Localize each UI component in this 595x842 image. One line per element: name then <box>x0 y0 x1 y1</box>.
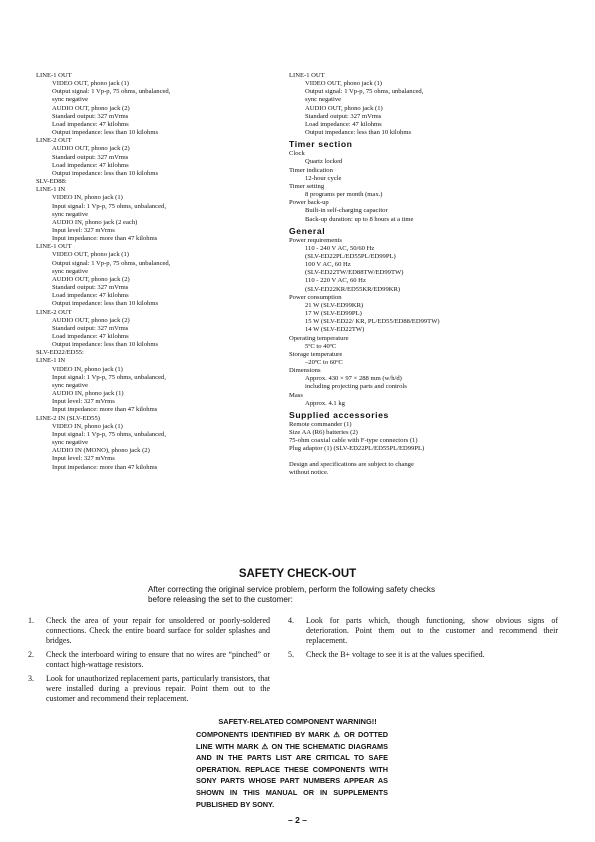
spec-line: Design and specifications are subject to change <box>289 460 414 468</box>
spec-line: LINE-1 OUT <box>289 72 325 79</box>
spec-line: Input impedance: more than 47 kilohms <box>52 235 158 243</box>
spec-line: sync negative <box>52 210 89 218</box>
spec-line: Output impedance: less than 10 kilohms <box>52 300 159 308</box>
spec-column-left <box>36 72 276 472</box>
safety-check-text: Look for unauthorized replacement parts, particularly transistors, that were installed during a previous repair. Point them out to the customer and recommend their replacement. <box>46 674 270 703</box>
spec-line: 21 W (SLV-ED99KR) <box>305 301 364 309</box>
safety-checks-right <box>288 616 558 664</box>
safety-check-item <box>288 616 558 646</box>
spec-line: Power requirements <box>289 236 342 244</box>
spec-line: AUDIO OUT, phono jack (1) <box>305 104 383 112</box>
spec-line: Standard output: 327 mVrms <box>52 284 129 292</box>
safety-checkout-title: SAFETY CHECK-OUT <box>238 568 357 580</box>
page-number: – 2 – <box>288 815 307 825</box>
spec-line: Clock <box>289 150 305 158</box>
spec-line: VIDEO IN, phono jack (1) <box>52 365 123 373</box>
spec-line: LINE-2 IN (SLV-ED55) <box>36 414 100 422</box>
spec-line: (SLV-ED22PL/ED55PL/ED99PL) <box>305 252 396 260</box>
spec-line: without notice. <box>289 468 329 476</box>
spec-line: including projecting parts and controls <box>305 383 407 391</box>
spec-line: sync negative <box>305 96 342 104</box>
spec-line: (SLV-ED22TW/ED88TW/ED99TW) <box>305 269 404 277</box>
spec-line: –20ºC to 60ºC <box>305 359 343 366</box>
spec-line: Load impedance: 47 kilohms <box>52 161 129 169</box>
spec-line: Load impedance: 47 kilohms <box>52 292 129 300</box>
safety-check-text: Check the B+ voltage to see it is at the values specified. <box>306 650 485 659</box>
spec-line: Input level: 327 mVrms <box>52 398 115 406</box>
spec-line: Load impedance: 47 kilohms <box>52 120 129 128</box>
safety-checks-left <box>28 616 270 708</box>
spec-line: 14 W (SLV-ED22TW) <box>305 326 365 334</box>
spec-line: 8 programs per month (max.) <box>305 191 383 199</box>
safety-check-text: Check the area of your repair for unsoldered or poorly-soldered connections. Check the entire board surface for solder splashes and bridges. <box>46 616 270 645</box>
spec-line: Output signal: 1 Vp-p, 75 ohms, unbalanced, <box>52 88 171 96</box>
spec-line: Output impedance: less than 10 kilohms <box>52 169 159 177</box>
spec-line: Input signal: 1 Vp-p, 75 ohms, unbalanced, <box>52 373 166 381</box>
spec-line: Input signal: 1 Vp-p, 75 ohms, unbalanced, <box>52 430 166 438</box>
spacer <box>289 454 564 461</box>
spec-line: Output impedance: less than 10 kilohms <box>52 129 159 137</box>
spec-line: Operating temperature <box>289 334 349 342</box>
spec-line: AUDIO OUT, phono jack (2) <box>52 275 130 283</box>
spec-line: AUDIO IN, phono jack (2 each) <box>52 218 138 226</box>
spec-line: Timer indication <box>289 166 333 174</box>
spec-line: sync negative <box>52 439 89 447</box>
spec-line: Remote commander (1) <box>289 420 352 428</box>
spec-line: Power back-up <box>289 199 329 207</box>
spec-line: Power consumption <box>289 293 342 301</box>
spec-line: AUDIO OUT, phono jack (2) <box>52 104 130 112</box>
spec-line: 110 - 220 V AC, 60 Hz <box>305 277 366 285</box>
safety-check-number: 1. <box>28 616 34 625</box>
spec-line: Load impedance: 47 kilohms <box>52 333 129 340</box>
safety-check-item <box>28 650 270 670</box>
spec-line: Input level: 327 mVrms <box>52 226 115 234</box>
spec-line: Standard output: 327 mVrms <box>52 112 129 120</box>
spec-line: Dimensions <box>289 367 321 375</box>
spec-line: 110 - 240 V AC, 50/60 Hz <box>305 244 375 252</box>
safety-check-item <box>28 616 270 646</box>
spec-line: Approx. 4.1 kg <box>305 399 345 407</box>
spec-line: Plug adaptor (1) (SLV-ED22PL/ED55PL/ED99PL) <box>289 445 425 453</box>
spec-line: LINE-1 IN <box>36 357 66 365</box>
safety-check-number: 3. <box>28 674 34 683</box>
spec-line: sync negative <box>52 96 89 104</box>
spec-line: Size AA (R6) batteries (2) <box>289 429 358 437</box>
component-warning-body: COMPONENTS IDENTIFIED BY MARK ⚠ OR DOTTED LINE WITH MARK ⚠ ON THE SCHEMATIC DIAGRAMS AND IN THE PARTS LIST ARE CRITICAL TO SAFE OPERATION. REPLACE THESE COMPONENTS WITH SONY PARTS WHOSE PART NUMBERS APPEAR AS SHOWN IN THIS MANUAL OR IN SUPPLEMENTS PUBLISHED BY SONY. <box>196 730 388 809</box>
spec-line: Output signal: 1 Vp-p, 75 ohms, unbalanced, <box>52 259 171 267</box>
safety-check-text: Check the interboard wiring to ensure that no wires are “pinched” or contact high-wattage resistors. <box>46 650 270 669</box>
safety-check-item <box>28 674 270 704</box>
spec-line: VIDEO OUT, phono jack (1) <box>52 80 129 88</box>
spec-line: Input signal: 1 Vp-p, 75 ohms, unbalanced, <box>52 202 166 210</box>
spec-line: AUDIO OUT, phono jack (2) <box>52 316 130 324</box>
spec-line: 15 W (SLV-ED22/ KR, PL/ED55/ED88/ED99TW) <box>305 318 440 326</box>
safety-check-text: Look for parts which, though functioning, show obvious signs of deterioration. Point them out to the customer and recommend their replacement. <box>306 616 558 645</box>
spec-line: Approx. 430 × 97 × 288 mm (w/h/d) <box>305 375 402 383</box>
spec-line: AUDIO IN (MONO), phono jack (2) <box>52 447 150 455</box>
spec-line: Quartz locked <box>305 158 343 166</box>
spec-line: Input impedance: more than 47 kilohms <box>52 463 158 471</box>
spec-line: VIDEO IN, phono jack (1) <box>52 422 123 430</box>
spec-line: VIDEO OUT, phono jack (1) <box>52 251 129 259</box>
spec-line: VIDEO OUT, phono jack (1) <box>305 80 382 88</box>
safety-checkout-intro: After correcting the original service problem, perform the following safety checks before releasing the set to the customer: <box>148 585 436 604</box>
spec-line: Input impedance: more than 47 kilohms <box>52 406 158 414</box>
spec-line: 100 V AC, 60 Hz <box>305 261 351 269</box>
spec-line: 12-hour cycle <box>305 174 342 182</box>
spec-line: LINE-1 OUT <box>36 72 72 79</box>
section-heading: General <box>289 225 326 236</box>
spec-line: LINE-2 OUT <box>36 137 72 145</box>
spec-line: 75-ohm coaxial cable with F-type connectors (1) <box>289 437 418 445</box>
section-heading: Timer section <box>289 139 353 150</box>
safety-check-item <box>288 650 558 660</box>
spec-column-right <box>289 72 564 477</box>
spec-line: Storage temperature <box>289 350 343 358</box>
spec-line: Back-up duration: up to 8 hours at a time <box>305 215 414 223</box>
spec-line: SLV-ED88: <box>36 178 67 186</box>
spec-line: Output impedance: less than 10 kilohms <box>305 129 412 137</box>
safety-check-number: 5. <box>288 650 294 659</box>
spec-line: AUDIO IN, phono jack (1) <box>52 390 124 398</box>
spec-line: LINE-2 OUT <box>36 308 72 316</box>
component-warning-title: SAFETY-RELATED COMPONENT WARNING!! <box>218 717 377 726</box>
section-heading: Supplied accessories <box>289 409 389 420</box>
spec-line: AUDIO OUT, phono jack (2) <box>52 145 130 153</box>
spec-line: Built-in self-charging capacitor <box>305 207 388 215</box>
spec-line: Standard output: 327 mVrms <box>305 112 382 120</box>
spec-line: sync negative <box>52 381 89 389</box>
spec-line: Standard output: 327 mVrms <box>52 153 129 161</box>
spec-line: 5ºC to 40ºC <box>305 342 337 350</box>
spec-line: Load impedance: 47 kilohms <box>305 120 382 128</box>
safety-check-number: 4. <box>288 616 294 625</box>
spec-line: Mass <box>289 391 303 399</box>
spec-line: SLV-ED22/ED55: <box>36 349 84 357</box>
spec-line: LINE-1 OUT <box>36 243 72 251</box>
spec-line: 17 W (SLV-ED99PL) <box>305 310 362 318</box>
safety-check-number: 2. <box>28 650 34 659</box>
spec-line: sync negative <box>52 267 89 275</box>
spec-line: Output signal: 1 Vp-p, 75 ohms, unbalanced, <box>305 88 424 96</box>
spec-line: Output impedance: less than 10 kilohms <box>52 341 159 349</box>
spec-line: LINE-1 IN <box>36 186 66 194</box>
spec-line: (SLV-ED22KR/ED55KR/ED99KR) <box>305 285 401 293</box>
spec-line: Timer setting <box>289 182 325 190</box>
spec-line: Input level: 327 mVrms <box>52 455 115 463</box>
spec-line: VIDEO IN, phono jack (1) <box>52 194 123 202</box>
spec-line: Standard output: 327 mVrms <box>52 324 129 332</box>
